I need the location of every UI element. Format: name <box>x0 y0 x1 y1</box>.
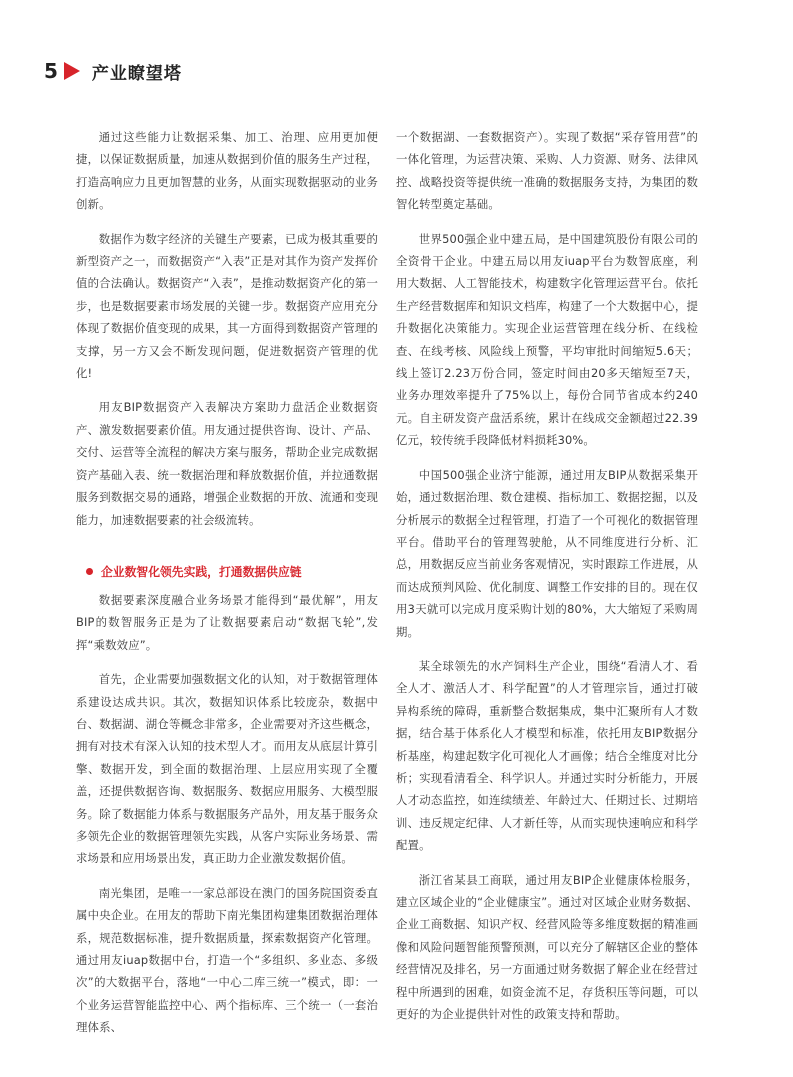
section-title: 产业瞭望塔 <box>91 63 182 84</box>
left-column <box>76 126 378 1051</box>
paragraph-continued: 一个数据湖、一套数据资产）。实现了数据“采存管用营”的一体化管理，为运营决策、采购、人力资源、财务、法律风控、战略投资等提供统一准确的数据服务支持，为集团的数智化转型奠定基础。 <box>396 130 698 212</box>
right-column <box>396 126 698 1037</box>
paragraph: 用友BIP数据资产入表解决方案助力盘活企业数据资产、激发数据要素价值。用友通过提供咨询、设计、产品、交付、运营等全流程的解决方案与服务，帮助企业完成数据资产基础入表、统一数据治理和释放数据价值，并拉通数据服务到数据交易的通路，增强企业数据的开放、流通和变现能力，加速数据要素的社会级流转。 <box>76 400 378 527</box>
paragraph: 数据要素深度融合业务场景才能得到“最优解”，用友BIP的数智服务正是为了让数据要素启动“数据飞轮”,发挥“乘数效应”。 <box>76 592 378 652</box>
page-number: 5 <box>44 59 58 83</box>
paragraph: 浙江省某县工商联，通过用友BIP企业健康体检服务，建立区域企业的“企业健康宝”。通过对区域企业财务数据、企业工商数据、知识产权、经营风险等多维度数据的精准画像和风险问题智能预警预测，可以充分了解辖区企业的整体经营情况及排名，另一方面通过财务数据了解企业在经营过程中所遇到的困难，如资金流不足，存货积压等问题，可以更好的为企业提供针对性的政策支持和帮助。 <box>396 872 698 1022</box>
paragraph: 某全球领先的水产饲料生产企业，围绕“看清人才、看全人才、激活人才、科学配置”的人才管理宗旨，通过打破异构系统的障碍，重新整合数据集成，集中汇聚所有人才数据，结合基于体系化人才模型和标准，依托用友BIP数据分析基座，构建起数字化可视化人才画像；结合全维度对比分析；实现看清看全、科学识人。并通过实时分析能力，开展人才动态监控，如连续绩差、年龄过大、任期过长、过期培训、违反规定纪律、人才新任等，从而实现快速响应和科学配置。 <box>396 658 698 853</box>
subheading-text: 企业数智化领先实践，打通数据供应链 <box>101 565 302 580</box>
paragraph: 首先，企业需要加强数据文化的认知，对于数据管理体系建设达成共识。其次，数据知识体系比较庞杂，数据中台、数据湖、湖仓等概念非常多，企业需要对齐这些概念，拥有对技术有深入认知的技术型人才。而用友从底层计算引擎、数据开发，到全面的数据治理、上层应用实现了全覆盖，还提供数据咨询、数据服务、数据应用服务、大模型服务。除了数据能力体系与数据服务产品外，用友基于服务众多领先企业的数据管理领先实践，从客户实际业务场景、需求场景和应用场景出发，真正助力企业激发数据价值。 <box>76 672 378 866</box>
play-arrow-icon <box>64 62 80 80</box>
page-header <box>44 56 182 86</box>
paragraph: 中国500强企业济宁能源，通过用友BIP从数据采集开始，通过数据治理、数仓建模、指标加工、数据挖掘，以及分析展示的数据全过程管理，打造了一个可视化的数据管理平台。借助平台的管理驾驶舱，从不同维度进行分析、汇总，用数据反应当前业务客观情况，实时跟踪工作进展，从而达成预判风险、优化制度、调整工作安排的目的。现在仅用3天就可以完成月度采购计划的80%，大大缩短了采购周期。 <box>396 467 698 639</box>
subheading <box>76 561 378 583</box>
paragraph: 数据作为数字经济的关键生产要素，已成为极其重要的新型资产之一，而数据资产“入表”正是对其作为资产发挥价值的合法确认。数据资产“入表”，是推动数据资产化的第一步，也是数据要素市场发展的关键一步。数据资产应用充分体现了数据价值变现的成果，其一方面得到数据资产管理的支撑，另一方又会不断发现问题，促进数据资产管理的优化! <box>76 231 378 381</box>
paragraph: 南光集团，是唯一一家总部设在澳门的国务院国资委直属中央企业。在用友的帮助下南光集团构建集团数据治理体系，规范数据标准，提升数据质量，探索数据资产化管理。通过用友iuap数据中台，打造一个“多组织、多业态、多级次”的大数据平台，落地“一中心二库三统一”模式，即：一个业务运营智能监控中心、两个指标库、三个统一（一套治理体系、 <box>76 885 378 1035</box>
paragraph: 世界500强企业中建五局，是中国建筑股份有限公司的全资骨干企业。中建五局以用友iuap平台为数智底座，利用大数据、人工智能技术，构建数字化管理运营平台。依托生产经营数据库和知识文档库，构建了一个大数据中心，提升数据化决策能力。实现企业运营管理在线分析、在线检查、在线考核、风险线上预警，平均审批时间缩短5.6天；线上签订2.23万份合同，签定时间由20多天缩短至7天，业务办理效率提升了75%以上，每份合同节省成本约240元。自主研发资产盘活系统，累计在线成交金额超过22.39亿元，较传统手段降低材料损耗30%。 <box>396 231 698 448</box>
bullet-dot-icon <box>86 568 93 575</box>
paragraph: 通过这些能力让数据采集、加工、治理、应用更加便捷，以保证数据质量，加速从数据到价值的服务生产过程，打造高响应力且更加智慧的业务，从面实现数据驱动的业务创新。 <box>76 130 378 212</box>
